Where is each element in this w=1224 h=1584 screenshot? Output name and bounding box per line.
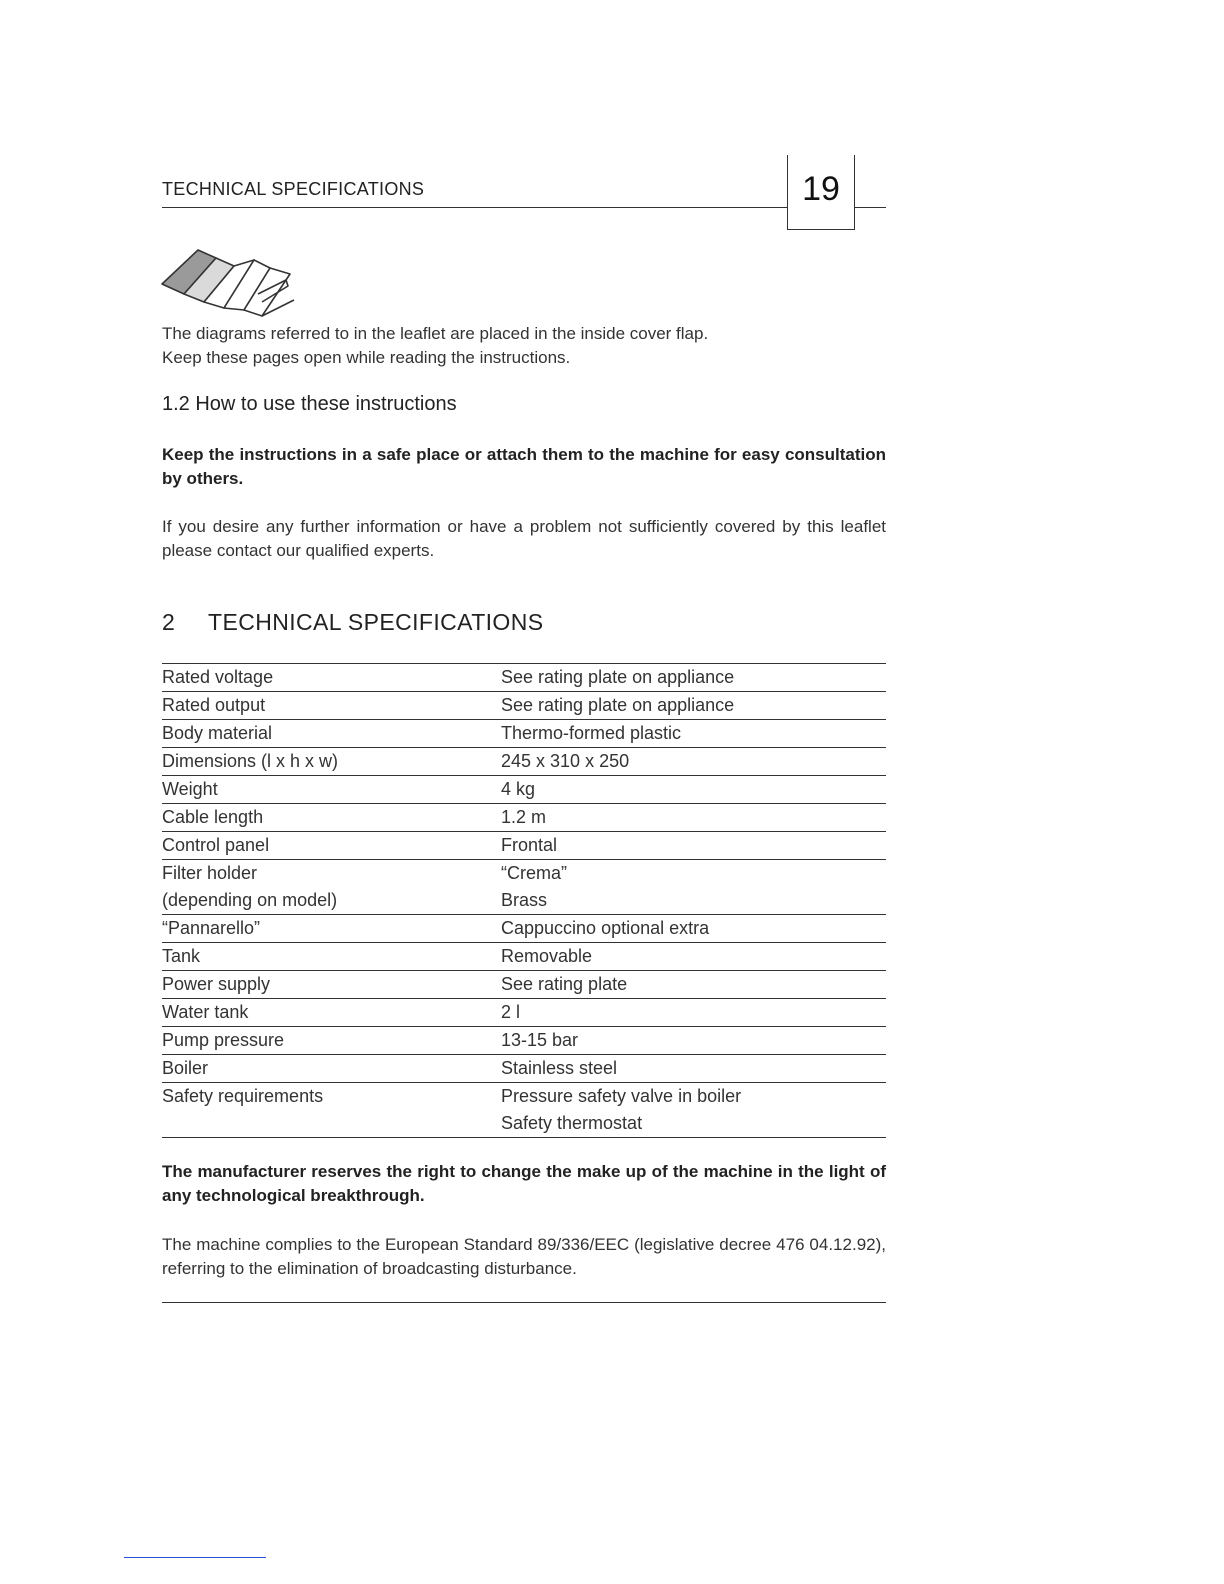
spec-value: See rating plate	[501, 974, 628, 994]
spec-value: Frontal	[501, 835, 558, 855]
spec-value: 1.2 m	[501, 807, 547, 827]
folded-leaflet-icon	[158, 244, 298, 322]
spec-value	[501, 860, 886, 914]
spec-label: Pump pressure	[162, 1030, 285, 1050]
spec-value: Removable	[501, 946, 593, 966]
spec-value-line: Safety thermostat	[501, 1113, 643, 1133]
spec-value: 13-15 bar	[501, 1030, 579, 1050]
spec-label: Water tank	[162, 1002, 249, 1022]
spec-label: Body material	[162, 723, 273, 743]
spec-value-line: Pressure safety valve in boiler	[501, 1086, 742, 1106]
spec-label: Boiler	[162, 1058, 209, 1078]
spec-value: 245 x 310 x 250	[501, 751, 630, 771]
running-header-title: TECHNICAL SPECIFICATIONS	[162, 179, 425, 199]
contact-experts-paragraph: If you desire any further information or have a problem not sufficiently covered by this leaflet please contact our qualified experts.	[162, 517, 886, 560]
spec-label: Rated voltage	[162, 667, 274, 687]
intro-line-2: Keep these pages open while reading the instructions.	[162, 348, 571, 367]
spec-label: Rated output	[162, 695, 266, 715]
compliance-note: The machine complies to the European Standard 89/336/EEC (legislative decree 476 04.12.92), referring to the elimination of broadcasting disturbance.	[162, 1235, 886, 1278]
spec-row	[162, 748, 886, 776]
spec-row	[162, 971, 886, 999]
section-heading-1-2: 1.2 How to use these instructions	[162, 393, 457, 415]
instructions-safety-note: Keep the instructions in a safe place or attach them to the machine for easy consultation by others.	[162, 445, 886, 488]
spec-label: Cable length	[162, 807, 264, 827]
spec-label: Tank	[162, 946, 201, 966]
spec-label: Control panel	[162, 835, 270, 855]
spec-value	[501, 1083, 886, 1137]
spec-row	[162, 720, 886, 748]
spec-row	[162, 915, 886, 943]
spec-label: Weight	[162, 779, 218, 799]
section-heading-2	[162, 609, 543, 636]
footer-link-underline	[124, 1557, 266, 1558]
spec-row	[162, 776, 886, 804]
spec-label	[162, 860, 501, 914]
specifications-table	[162, 663, 886, 1138]
spec-label: Power supply	[162, 974, 271, 994]
bottom-rule	[162, 1302, 886, 1303]
spec-value-line: Brass	[501, 890, 548, 910]
spec-value: Stainless steel	[501, 1058, 618, 1078]
spec-label: “Pannarello”	[162, 918, 261, 938]
spec-value: See rating plate on appliance	[501, 667, 735, 687]
spec-value: See rating plate on appliance	[501, 695, 735, 715]
spec-value: 4 kg	[501, 779, 536, 799]
spec-label	[162, 1083, 501, 1137]
spec-value: 2 l	[501, 1002, 521, 1022]
spec-row	[162, 1055, 886, 1083]
spec-label-line: (depending on model)	[162, 890, 338, 910]
spec-label-line: Safety requirements	[162, 1086, 324, 1106]
spec-row	[162, 860, 886, 915]
intro-line-1: The diagrams referred to in the leaflet are placed in the inside cover flap.	[162, 324, 709, 343]
spec-row	[162, 832, 886, 860]
spec-row	[162, 999, 886, 1027]
spec-value: Cappuccino optional extra	[501, 918, 710, 938]
spec-row	[162, 664, 886, 692]
section-title: TECHNICAL SPECIFICATIONS	[208, 609, 544, 635]
spec-row	[162, 692, 886, 720]
header-rule-right	[854, 207, 886, 208]
manufacturer-note: The manufacturer reserves the right to change the make up of the machine in the light of any technological breakthrough.	[162, 1162, 886, 1205]
spec-value: Thermo-formed plastic	[501, 723, 682, 743]
spec-row	[162, 804, 886, 832]
spec-row	[162, 943, 886, 971]
spec-row	[162, 1027, 886, 1055]
spec-value-line: “Crema”	[501, 863, 567, 883]
page-number: 19	[802, 170, 840, 208]
spec-label: Dimensions (l x h x w)	[162, 751, 339, 771]
section-number: 2	[162, 609, 176, 635]
spec-label-line: Filter holder	[162, 863, 258, 883]
spec-row	[162, 1083, 886, 1138]
header-rule	[162, 207, 788, 208]
